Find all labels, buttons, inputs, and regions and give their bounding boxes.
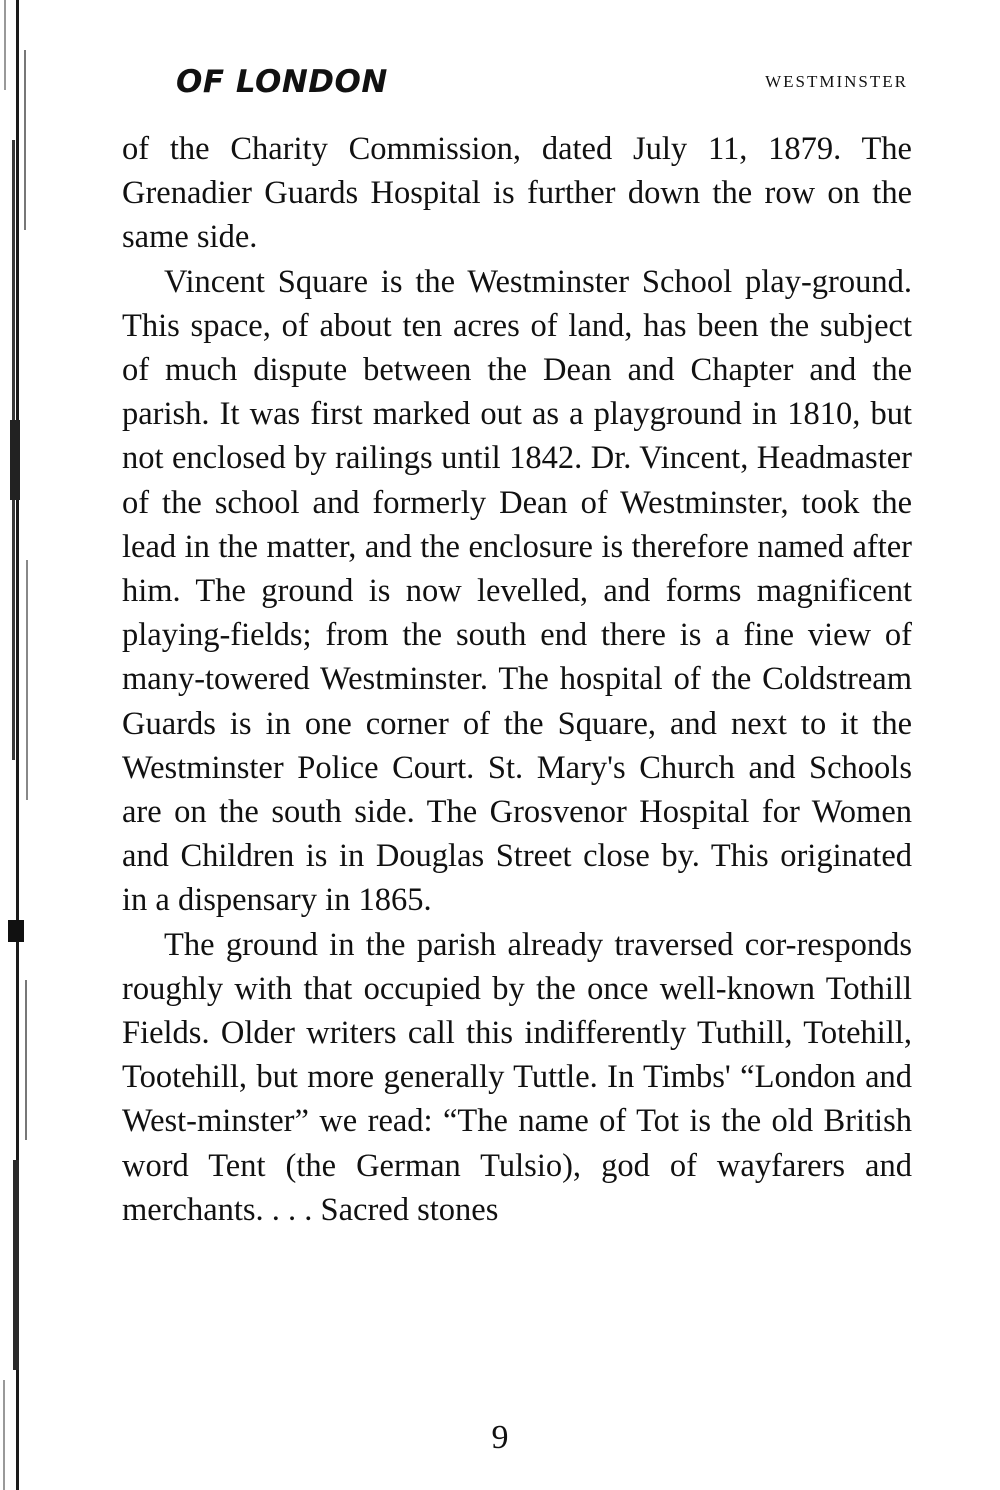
page-body xyxy=(122,127,912,1232)
page-number: 9 xyxy=(491,1419,509,1456)
paragraph-tothill-fields: The ground in the parish already traversed cor-responds roughly with that occupied by the once well-known Tothill Fields. Older writers call this indifferently Tuthill, Totehill, Tootehill, but more generally Tuttle. In Timbs' “London and West-minster” we read: “The name of Tot is the old British word Tent (the German Tulsio), god of wayfarers and merchants. . . . Sacred stones xyxy=(122,926,912,1228)
running-head xyxy=(176,62,908,102)
running-head-title: OF LONDON xyxy=(176,64,388,100)
running-head-section: WESTMINSTER xyxy=(765,72,908,91)
paragraph-vincent-square: Vincent Square is the Westminster School play-ground. This space, of about ten acres of land, has been the subject of much dispute between the Dean and Chapter and the parish. It was first marked out as a playground in 1810, but not enclosed by railings until 1842. Dr. Vincent, Headmaster of the school and formerly Dean of Westminster, took the lead in the matter, and the enclosure is therefore named after him. The ground is now levelled, and forms magnificent playing-fields; from the south end there is a fine view of many-towered Westminster. The hospital of the Coldstream Guards is in one corner of the Square, and next to it the Westminster Police Court. St. Mary's Church and Schools are on the south side. The Grosvenor Hospital for Women and Children is in Douglas Street close by. This originated in a dispensary in 1865. xyxy=(122,263,912,919)
binding-edge-shadow xyxy=(0,0,40,1490)
paragraph-continued: of the Charity Commission, dated July 11, 1879. The Grenadier Guards Hospital is further down the row on the same side. xyxy=(122,131,912,256)
